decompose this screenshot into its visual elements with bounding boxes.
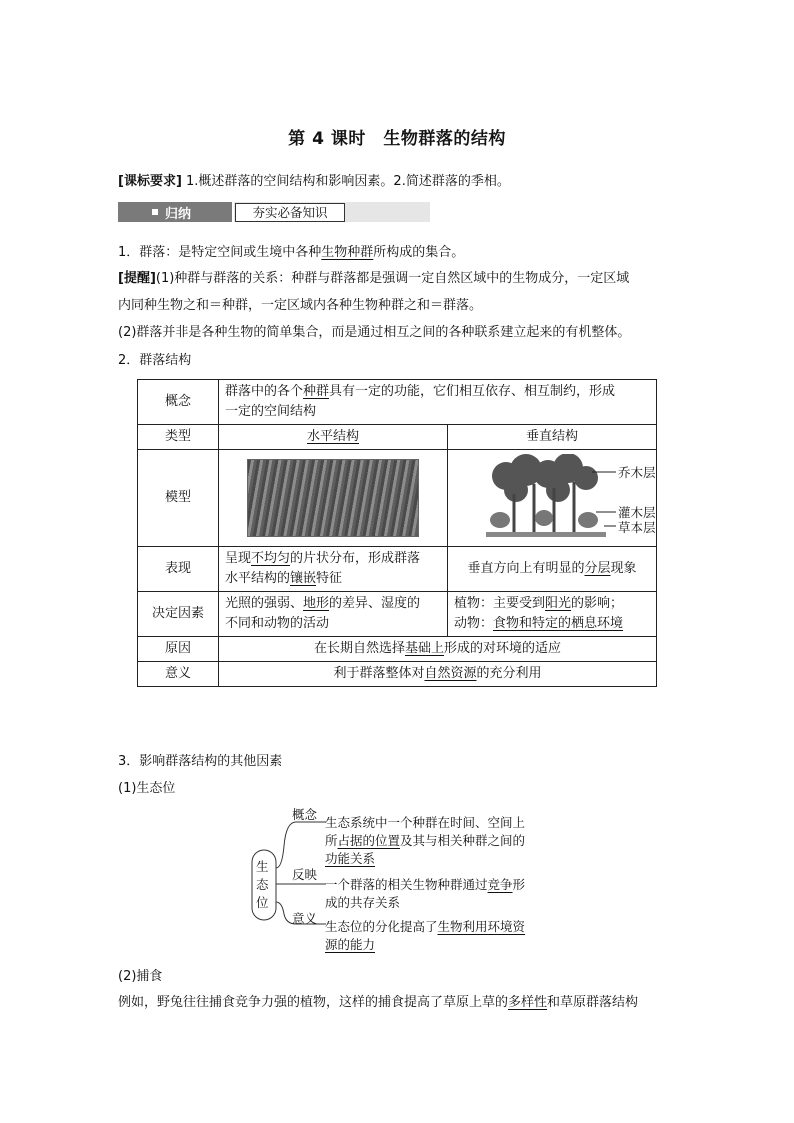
section3-sub2: (2)捕食 (118, 969, 163, 984)
tip-line-3: (2)群落并非是各种生物的简单集合，而是通过相互之间的各种联系建立起来的有机整体。 (118, 325, 631, 340)
factor-v-1a: 植物：主要受到 (454, 596, 546, 611)
concept-post: 具有一定的功能，它们相互依存、相互制约，形成 (329, 384, 616, 399)
type-horizontal (219, 425, 448, 450)
perf-v-2: 现象 (610, 561, 637, 576)
factor-v-answer-1: 阳光 (545, 596, 572, 611)
course-requirement (118, 173, 510, 191)
reason-1: 在长期自然选择 (313, 641, 405, 656)
row-label-model: 模型 (138, 450, 219, 547)
concept-pre: 群落中的各个 (225, 384, 304, 399)
niche-concept-answer-1: 占据的位置 (337, 833, 401, 848)
niche-concept-line-2 (325, 832, 525, 850)
row-label-type: 类型 (138, 425, 219, 450)
horizontal-structure-label: 水平结构 (306, 429, 359, 444)
table-row-performance (138, 547, 657, 592)
perf-h-answer-2: 镶嵌 (290, 571, 317, 586)
perf-h-1: 呈现 (225, 551, 252, 566)
forest-floor-photo (247, 459, 419, 537)
niche-center-3: 位 (256, 895, 269, 910)
predation-2: 和草原群落结构 (547, 995, 639, 1010)
factor-v-2a: 动物： (454, 616, 494, 631)
table-row-factor (138, 592, 657, 637)
niche-meaning-1a: 生态位的分化提高了 (325, 919, 438, 934)
table-row-type (138, 425, 657, 450)
perf-v-1: 垂直方向上有明显的 (467, 561, 585, 576)
niche-center-2: 态 (256, 877, 269, 892)
table-row-concept (138, 380, 657, 425)
niche-branch-label-reflect: 反映 (292, 867, 318, 882)
niche-reflect-1b: 形 (512, 877, 526, 892)
herb-layer-icon (486, 532, 606, 537)
tip-text-1: (1)种群与群落的关系：种群与群落都是强调一定自然区域中的生物成分，一定区域 (155, 271, 630, 286)
layer-label-herb: 草本层 (618, 520, 656, 535)
niche-meaning-answer-2: 源的能力 (325, 937, 376, 952)
layer-label-tree: 乔木层 (618, 465, 656, 480)
community-structure-table (137, 379, 657, 687)
factor-vertical (448, 592, 657, 637)
section3-heading: 3．影响群落结构的其他因素 (118, 754, 283, 769)
row-label-factor: 决定因素 (138, 592, 219, 637)
meaning-2: 的充分利用 (476, 666, 542, 681)
niche-reflect-answer: 竞争 (487, 877, 513, 892)
niche-concept-line-1: 生态系统中一个种群在时间、空间上 (325, 815, 526, 830)
table-row-reason (138, 637, 657, 662)
page-title: 第 4 课时 生物群落的结构 (288, 129, 506, 149)
reason-answer: 基础上 (404, 641, 444, 656)
niche-branch-label-concept: 概念 (292, 807, 318, 822)
requirement-text: 1.概述群落的空间结构和影响因素。2.简述群落的季相。 (186, 174, 510, 189)
niche-concept-2b: 及其与相关种群之间的 (400, 833, 526, 848)
niche-meaning-line-2 (325, 936, 375, 954)
reason-cell (219, 637, 657, 662)
niche-concept-answer-2: 功能关系 (325, 851, 376, 866)
section1-prefix: 1．群落：是特定空间或生境中各种 (118, 245, 322, 260)
meaning-1: 利于群落整体对 (333, 666, 425, 681)
predation-answer: 多样性 (508, 995, 548, 1010)
concept-line2: 一定的空间结构 (225, 404, 317, 419)
concept-answer: 种群 (303, 384, 330, 399)
tip-line-2: 内同种生物之和＝种群，一定区域内各种生物种群之和＝群落。 (118, 298, 483, 313)
predation-1: 例如，野兔往往捕食竞争力强的植物，这样的捕食提高了草原上草的 (118, 995, 509, 1010)
square-bullet-icon (152, 209, 158, 215)
table-row-model (138, 450, 657, 547)
section1-definition (118, 244, 464, 262)
banner-tag-label: 归纳 (165, 207, 192, 222)
perf-h-3: 水平结构的 (225, 571, 291, 586)
factor-h-2: 的差异、湿度的 (329, 596, 421, 611)
banner-tag (118, 202, 232, 222)
meaning-cell (219, 662, 657, 687)
niche-center-1: 生 (256, 859, 269, 874)
factor-v-answer-2: 食物和特定的栖息环境 (493, 616, 624, 631)
type-vertical: 垂直结构 (448, 425, 657, 450)
tip-line-1 (118, 270, 629, 288)
niche-concept-line-3 (325, 850, 375, 868)
section1-suffix: 所构成的集合。 (373, 245, 465, 260)
perf-v-answer: 分层 (584, 561, 611, 576)
niche-branch-label-meaning: 意义 (292, 911, 318, 926)
meaning-answer: 自然资源 (424, 666, 477, 681)
perf-h-4: 特征 (316, 571, 343, 586)
shrub-icon (490, 510, 598, 528)
tip-label: [提醒] (118, 271, 156, 286)
banner-subtitle: 夯实必备知识 (235, 203, 345, 222)
performance-horizontal (219, 547, 448, 592)
table-row-meaning (138, 662, 657, 687)
niche-meaning-line-1 (325, 918, 525, 936)
niche-reflect-1a: 一个群落的相关生物种群通过 (325, 877, 488, 892)
factor-h-1: 光照的强弱、 (225, 596, 304, 611)
perf-h-2: 的片状分布，形成群落 (290, 551, 421, 566)
row-label-meaning: 意义 (138, 662, 219, 687)
section3-sub1: (1)生态位 (118, 781, 176, 796)
section-banner (118, 202, 430, 222)
niche-reflect-line-1 (325, 876, 525, 894)
predation-text (118, 994, 638, 1012)
horizontal-model-cell (219, 450, 448, 547)
tree-canopy-icon (492, 454, 598, 502)
performance-vertical (448, 547, 657, 592)
perf-h-answer-1: 不均匀 (251, 551, 291, 566)
reason-2: 形成的对环境的适应 (444, 641, 562, 656)
row-label-performance: 表现 (138, 547, 219, 592)
niche-concept-2a: 所 (325, 833, 338, 848)
niche-meaning-answer-1: 生物利用环境资 (437, 919, 526, 934)
requirement-label: [课标要求] (118, 174, 182, 189)
factor-h-answer: 地形 (303, 596, 330, 611)
layer-label-shrub: 灌木层 (618, 505, 656, 520)
vertical-model-cell (448, 450, 657, 547)
niche-reflect-line-2: 成的共存关系 (325, 895, 401, 910)
section2-heading: 2．群落结构 (118, 353, 192, 368)
factor-v-1b: 的影响； (571, 596, 624, 611)
row-label-concept: 概念 (138, 380, 219, 425)
row-label-reason: 原因 (138, 637, 219, 662)
section1-answer: 生物种群 (321, 245, 374, 260)
factor-h-3: 不同和动物的活动 (225, 616, 330, 631)
concept-cell (219, 380, 657, 425)
factor-horizontal (219, 592, 448, 637)
